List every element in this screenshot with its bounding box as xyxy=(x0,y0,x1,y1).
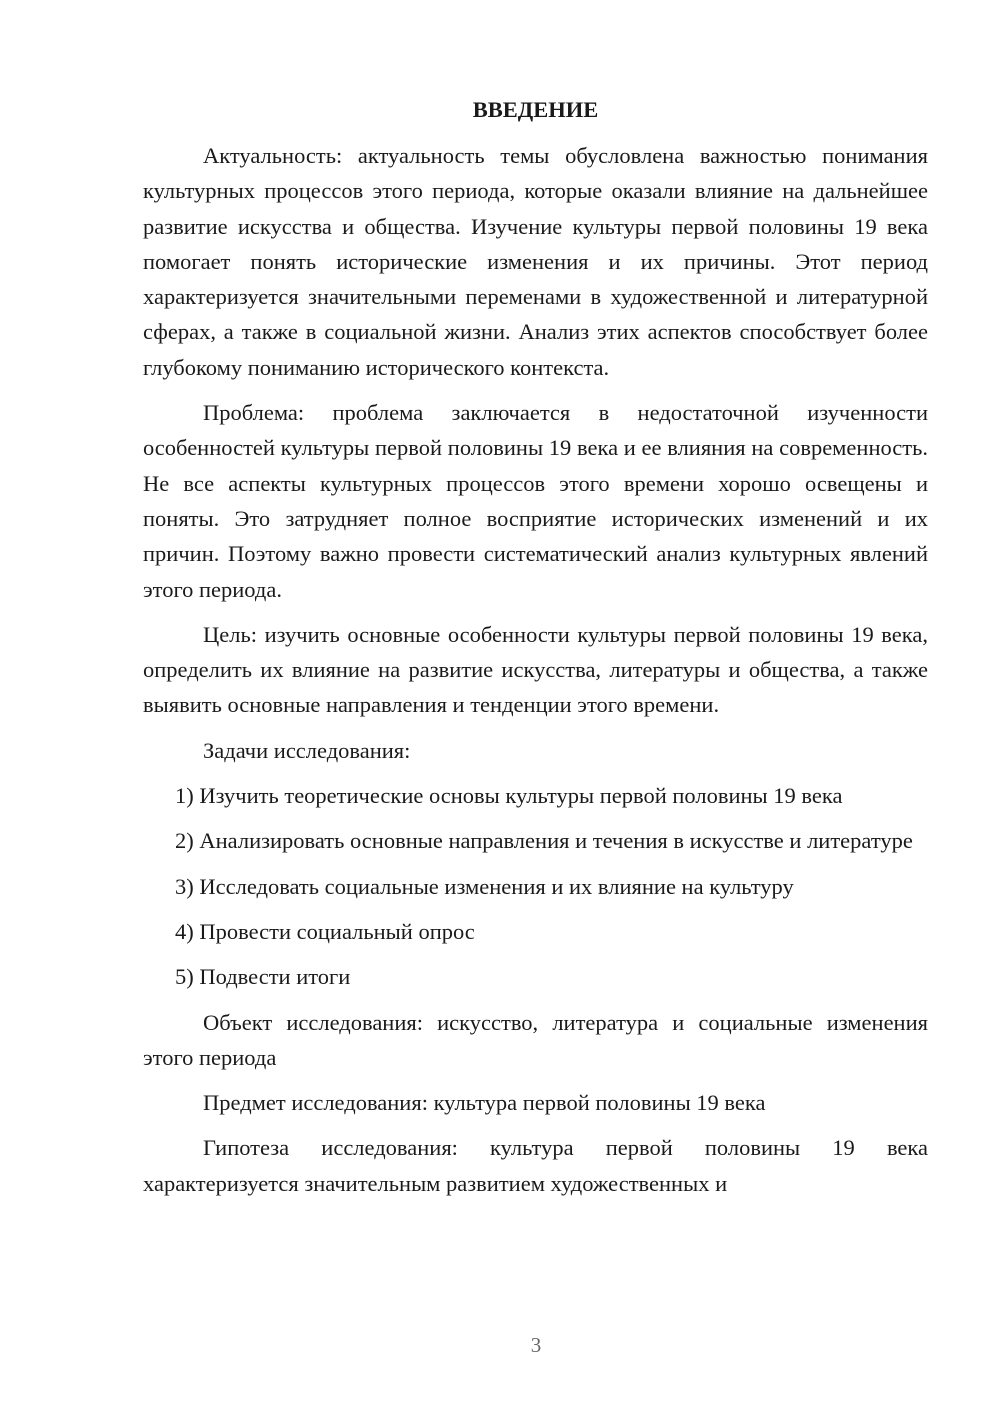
page-number: 3 xyxy=(530,1333,542,1357)
task-item-5: 5) Подвести итоги xyxy=(175,964,351,990)
object-paragraph: Объект исследования: искусство, литература и социальные изменения этого периода xyxy=(143,1009,928,1070)
task-item-1: 1) Изучить теоретические основы культуры первой половины 19 века xyxy=(175,783,843,809)
problem-paragraph: Проблема: проблема заключается в недостаточной изученности особенностей культуры первой половины 19 века и ее влияния на современность. Не все аспекты культурных процессов этого времени хорошо освещены и поняты. Это затрудняет полное восприятие исторических изменений и их причин. Поэтому важно провести систематический анализ культурных явлений этого периода. xyxy=(143,400,928,602)
subject-paragraph: Предмет исследования: культура первой половины 19 века xyxy=(203,1090,766,1116)
tasks-title: Задачи исследования: xyxy=(203,737,411,763)
relevance-paragraph: Актуальность: актуальность темы обусловлена важностью понимания культурных процессов этого периода, которые оказали влияние на дальнейшее развитие искусства и общества. Изучение культуры первой половины 19 века помогает понять исторические изменения и их причины. Этот период характеризуется значительными переменами в художественной и литературной сферах, а также в социальной жизни. Анализ этих аспектов способствует более глубокому пониманию исторического контекста. xyxy=(143,143,928,380)
goal-paragraph: Цель: изучить основные особенности культуры первой половины 19 века, определить их влияние на развитие искусства, литературы и общества, а также выявить основные направления и тенденции этого времени. xyxy=(143,621,928,718)
task-item-4: 4) Провести социальный опрос xyxy=(175,918,475,944)
page-content xyxy=(143,92,928,1201)
section-heading: ВВЕДЕНИЕ xyxy=(472,97,599,122)
hypothesis-paragraph: Гипотеза исследования: культура первой половины 19 века характеризуется значительным развитием художественных и xyxy=(143,1135,928,1196)
task-item-2: 2) Анализировать основные направления и течения в искусстве и литературе xyxy=(175,828,913,854)
task-item-3: 3) Исследовать социальные изменения и их влияние на культуру xyxy=(175,873,794,899)
